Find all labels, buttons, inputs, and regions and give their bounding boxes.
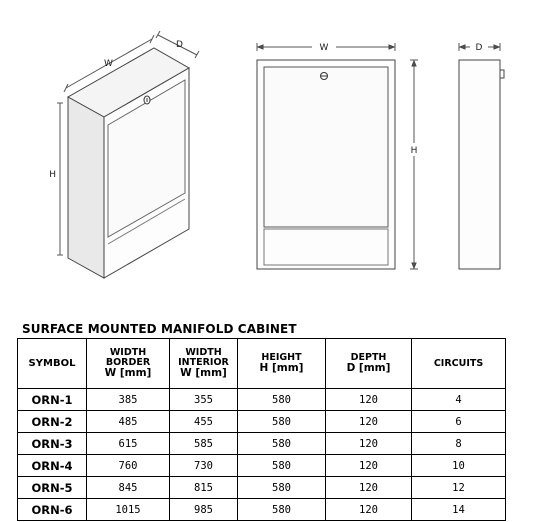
cell-width-border: 485: [87, 411, 170, 433]
cell-depth: 120: [326, 433, 412, 455]
header-symbol: SYMBOL: [18, 339, 87, 389]
iso-depth-label: D: [176, 40, 183, 50]
iso-width-label: W: [104, 59, 113, 69]
cell-symbol: ORN-1: [18, 389, 87, 411]
header-depth: DEPTH D [mm]: [326, 339, 412, 389]
cell-circuits: 12: [412, 477, 506, 499]
cell-symbol: ORN-6: [18, 499, 87, 521]
cell-symbol: ORN-4: [18, 455, 87, 477]
table-row: [18, 455, 506, 477]
side-depth-label: D: [475, 43, 483, 53]
table-row: [18, 411, 506, 433]
cell-circuits: 10: [412, 455, 506, 477]
cell-width-border: 845: [87, 477, 170, 499]
cell-depth: 120: [326, 477, 412, 499]
table-row: [18, 389, 506, 411]
front-width-label: W: [319, 43, 329, 53]
cell-symbol: ORN-3: [18, 433, 87, 455]
cell-width-interior: 355: [170, 389, 238, 411]
header-height: HEIGHT H [mm]: [238, 339, 326, 389]
cell-width-interior: 585: [170, 433, 238, 455]
table-header-row: [18, 339, 506, 389]
side-view: [459, 43, 504, 269]
cell-width-border: 385: [87, 389, 170, 411]
header-width-interior: WIDTH INTERIOR W [mm]: [170, 339, 238, 389]
spec-table: [17, 338, 506, 521]
cell-width-interior: 985: [170, 499, 238, 521]
cell-width-border: 1015: [87, 499, 170, 521]
cell-height: 580: [238, 411, 326, 433]
cell-depth: 120: [326, 455, 412, 477]
cell-circuits: 6: [412, 411, 506, 433]
isometric-view: [57, 31, 199, 278]
cell-circuits: 8: [412, 433, 506, 455]
cell-width-interior: 455: [170, 411, 238, 433]
cell-width-interior: 815: [170, 477, 238, 499]
cell-height: 580: [238, 477, 326, 499]
cell-circuits: 14: [412, 499, 506, 521]
cell-height: 580: [238, 433, 326, 455]
cell-height: 580: [238, 455, 326, 477]
front-view: [257, 43, 418, 269]
table-row: [18, 433, 506, 455]
table-row: [18, 477, 506, 499]
cell-symbol: ORN-2: [18, 411, 87, 433]
header-width-border: WIDTH BORDER W [mm]: [87, 339, 170, 389]
header-circuits: CIRCUITS: [412, 339, 506, 389]
section-title: SURFACE MOUNTED MANIFOLD CABINET: [22, 322, 297, 336]
cell-depth: 120: [326, 499, 412, 521]
cell-depth: 120: [326, 411, 412, 433]
iso-height-label: H: [49, 170, 56, 180]
cell-width-border: 760: [87, 455, 170, 477]
cell-circuits: 4: [412, 389, 506, 411]
cell-symbol: ORN-5: [18, 477, 87, 499]
table-row: [18, 499, 506, 521]
front-height-label: H: [410, 146, 418, 156]
cell-height: 580: [238, 389, 326, 411]
cell-width-interior: 730: [170, 455, 238, 477]
cell-depth: 120: [326, 389, 412, 411]
cell-width-border: 615: [87, 433, 170, 455]
cell-height: 580: [238, 499, 326, 521]
